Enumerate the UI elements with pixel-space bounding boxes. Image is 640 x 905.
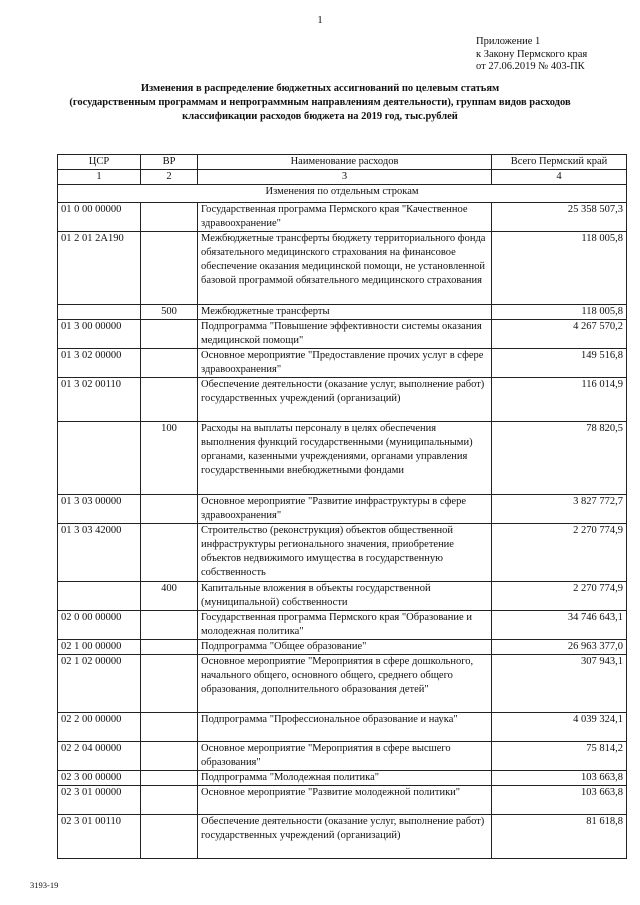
csr-cell: 02 3 00 00000 xyxy=(58,771,141,786)
sum-cell: 4 039 324,1 xyxy=(492,713,627,742)
table-row xyxy=(58,742,627,771)
csr-cell: 02 1 02 00000 xyxy=(58,655,141,713)
sum-cell: 116 014,9 xyxy=(492,378,627,422)
table-row xyxy=(58,495,627,524)
name-cell: Подпрограмма "Общее образование" xyxy=(198,640,492,655)
header-csr: ЦСР xyxy=(58,155,141,170)
sum-cell: 78 820,5 xyxy=(492,422,627,495)
vr-cell xyxy=(141,320,198,349)
name-cell: Основное мероприятие "Развитие молодежной политики" xyxy=(198,786,492,815)
table-row xyxy=(58,611,627,640)
sum-cell: 2 270 774,9 xyxy=(492,582,627,611)
sum-cell: 25 358 507,3 xyxy=(492,203,627,232)
vr-cell xyxy=(141,349,198,378)
header-row xyxy=(58,155,627,170)
vr-cell xyxy=(141,786,198,815)
vr-cell xyxy=(141,640,198,655)
vr-cell xyxy=(141,203,198,232)
column-number-2: 2 xyxy=(141,170,198,185)
appendix-line-2: к Закону Пермского края xyxy=(476,48,588,60)
header-total: Всего Пермский край xyxy=(492,155,627,170)
vr-cell xyxy=(141,771,198,786)
sum-cell: 118 005,8 xyxy=(492,305,627,320)
vr-cell xyxy=(141,611,198,640)
sum-cell: 3 827 772,7 xyxy=(492,495,627,524)
name-cell: Подпрограмма "Молодежная политика" xyxy=(198,771,492,786)
sum-cell: 34 746 643,1 xyxy=(492,611,627,640)
column-number-row xyxy=(58,170,627,185)
vr-cell xyxy=(141,742,198,771)
csr-cell: 01 2 01 2А190 xyxy=(58,232,141,305)
csr-cell: 02 3 01 00110 xyxy=(58,815,141,859)
name-cell: Строительство (реконструкция) объектов общественной инфраструктуры регионального значения, приобретение объектов недвижимого имущества в государственную собственность xyxy=(198,524,492,582)
table-row xyxy=(58,203,627,232)
vr-cell xyxy=(141,378,198,422)
csr-cell: 01 3 03 00000 xyxy=(58,495,141,524)
column-number-3: 3 xyxy=(198,170,492,185)
sum-cell: 103 663,8 xyxy=(492,771,627,786)
table-row xyxy=(58,422,627,495)
vr-cell xyxy=(141,655,198,713)
csr-cell: 01 3 00 00000 xyxy=(58,320,141,349)
csr-cell xyxy=(58,582,141,611)
table-row xyxy=(58,378,627,422)
title-line-2: (государственным программам и непрограммным направлениям деятельности), группам видов расходов xyxy=(69,97,571,108)
name-cell: Государственная программа Пермского края "Качественное здравоохранение" xyxy=(198,203,492,232)
column-number-1: 1 xyxy=(58,170,141,185)
page-number: 1 xyxy=(317,14,323,26)
csr-cell: 02 3 01 00000 xyxy=(58,786,141,815)
table-row xyxy=(58,349,627,378)
csr-cell: 01 0 00 00000 xyxy=(58,203,141,232)
table-row xyxy=(58,640,627,655)
name-cell: Обеспечение деятельности (оказание услуг, выполнение работ) государственных учреждений (организаций) xyxy=(198,378,492,422)
name-cell: Подпрограмма "Профессиональное образование и наука" xyxy=(198,713,492,742)
footer-code: 3193-19 xyxy=(30,880,59,890)
table-row xyxy=(58,713,627,742)
table-row xyxy=(58,771,627,786)
name-cell: Государственная программа Пермского края "Образование и молодежная политика" xyxy=(198,611,492,640)
appendix-reference xyxy=(476,36,587,74)
name-cell: Расходы на выплаты персоналу в целях обеспечения выполнения функций государственными (муниципальными) органами, казенными учреждениями, органами управления государственными внебюджетными фондами xyxy=(198,422,492,495)
sum-cell: 4 267 570,2 xyxy=(492,320,627,349)
vr-cell xyxy=(141,495,198,524)
table-row xyxy=(58,582,627,611)
name-cell: Основное мероприятие "Развитие инфраструктуры в сфере здравоохранения" xyxy=(198,495,492,524)
csr-cell: 02 2 04 00000 xyxy=(58,742,141,771)
csr-cell: 01 3 02 00110 xyxy=(58,378,141,422)
budget-table xyxy=(57,154,627,859)
sum-cell: 118 005,8 xyxy=(492,232,627,305)
section-row xyxy=(58,185,627,203)
name-cell: Межбюджетные трансферты xyxy=(198,305,492,320)
csr-cell: 01 3 03 42000 xyxy=(58,524,141,582)
sum-cell: 307 943,1 xyxy=(492,655,627,713)
name-cell: Основное мероприятие "Предоставление прочих услуг в сфере здравоохранения" xyxy=(198,349,492,378)
name-cell: Подпрограмма "Повышение эффективности системы оказания медицинской помощи" xyxy=(198,320,492,349)
title-line-3: классификации расходов бюджета на 2019 год, тыс.рублей xyxy=(182,111,458,122)
table-row xyxy=(58,655,627,713)
column-number-4: 4 xyxy=(492,170,627,185)
document-title xyxy=(20,82,620,124)
vr-cell xyxy=(141,815,198,859)
vr-cell: 100 xyxy=(141,422,198,495)
appendix-line-3: от 27.06.2019 № 403-ПК xyxy=(476,61,585,72)
table-row xyxy=(58,524,627,582)
name-cell: Основное мероприятие "Мероприятия в сфере высшего образования" xyxy=(198,742,492,771)
vr-cell: 500 xyxy=(141,305,198,320)
csr-cell xyxy=(58,305,141,320)
appendix-line-1: Приложение 1 xyxy=(476,36,541,47)
sum-cell: 2 270 774,9 xyxy=(492,524,627,582)
table-row xyxy=(58,786,627,815)
sum-cell: 81 618,8 xyxy=(492,815,627,859)
csr-cell: 02 1 00 00000 xyxy=(58,640,141,655)
name-cell: Межбюджетные трансферты бюджету территориального фонда обязательного медицинского страхования на финансовое обеспечение оказания медицинской помощи, не установленной базовой программой обязательного медицинского страхования xyxy=(198,232,492,305)
csr-cell: 01 3 02 00000 xyxy=(58,349,141,378)
sum-cell: 26 963 377,0 xyxy=(492,640,627,655)
vr-cell xyxy=(141,713,198,742)
table-row xyxy=(58,232,627,305)
vr-cell xyxy=(141,232,198,305)
sum-cell: 103 663,8 xyxy=(492,786,627,815)
table-row xyxy=(58,320,627,349)
title-line-1: Изменения в распределение бюджетных ассигнований по целевым статьям xyxy=(140,83,500,94)
csr-cell xyxy=(58,422,141,495)
section-label: Изменения по отдельным строкам xyxy=(58,185,627,203)
sum-cell: 75 814,2 xyxy=(492,742,627,771)
header-vr: ВР xyxy=(141,155,198,170)
table-row xyxy=(58,815,627,859)
csr-cell: 02 2 00 00000 xyxy=(58,713,141,742)
table-row xyxy=(58,305,627,320)
header-name: Наименование расходов xyxy=(198,155,492,170)
name-cell: Капитальные вложения в объекты государственной (муниципальной) собственности xyxy=(198,582,492,611)
name-cell: Основное мероприятие "Мероприятия в сфере дошкольного, начального общего, основного общего, среднего общего образования, дополнительного образования детей" xyxy=(198,655,492,713)
sum-cell: 149 516,8 xyxy=(492,349,627,378)
vr-cell: 400 xyxy=(141,582,198,611)
csr-cell: 02 0 00 00000 xyxy=(58,611,141,640)
name-cell: Обеспечение деятельности (оказание услуг, выполнение работ) государственных учреждений (организаций) xyxy=(198,815,492,859)
vr-cell xyxy=(141,524,198,582)
